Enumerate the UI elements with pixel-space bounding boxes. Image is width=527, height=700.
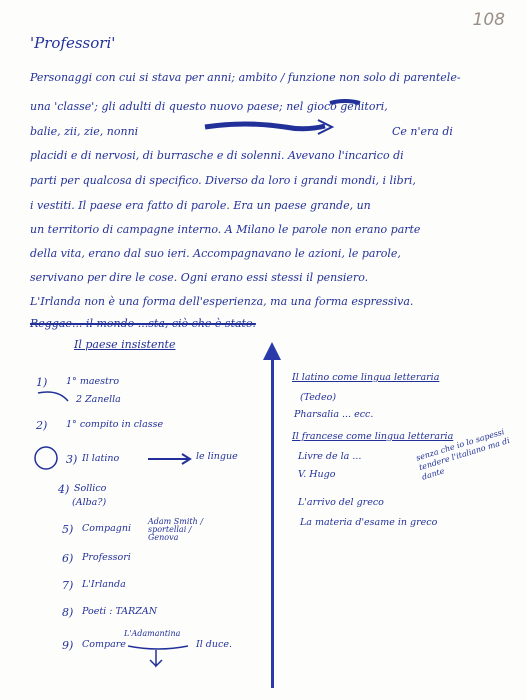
list-item-text: 1° maestro: [66, 376, 120, 387]
list-connector: [38, 392, 68, 401]
brace-mark: [128, 646, 188, 649]
list-item-sub: Il duce.: [196, 639, 232, 650]
paragraph-line: una 'classe'; gli adulti di questo nuovo paese; nel gioco genitori,: [30, 100, 388, 113]
list-heading: Il paese insistente: [74, 338, 176, 351]
list-item-sub: Adam Smith / sportellai / Genova: [148, 517, 204, 542]
list-item-number: 1): [36, 376, 48, 389]
right-heading: Il latino come lingua letteraria: [292, 372, 440, 383]
list-item-text: Compagni: [82, 523, 131, 534]
page-title: 'Professori': [30, 34, 116, 52]
list-item-text: Poeti : TARZAN: [82, 606, 158, 617]
paragraph-line: parti per qualcosa di specifico. Diverso da loro i grandi mondi, i libri,: [30, 174, 416, 187]
list-item-number: 2): [36, 419, 48, 432]
margin-note: senza che io lo sapessi tendere l'italiano ma di dante: [415, 427, 511, 482]
scribble-strike: [330, 101, 360, 103]
list-item-note: L'Adamantina: [124, 629, 181, 638]
page-number: 108: [472, 10, 505, 30]
list-item-text: Professori: [82, 552, 131, 563]
paragraph-line: un territorio di campagne interno. A Milano le parole non erano parte: [30, 223, 421, 236]
struck-out-line: Reggae... il mondo ...sta, ciò che è stato.: [30, 317, 256, 330]
right-line: Pharsalia ... ecc.: [294, 409, 374, 420]
right-line: (Tedeo): [300, 392, 337, 403]
paragraph-line: servivano per dire le cose. Ogni erano essi stessi il pensiero.: [30, 271, 369, 284]
paragraph-line: della vita, erano dal suo ieri. Accompagnavano le azioni, le parole,: [30, 247, 401, 260]
circled-mark-icon: [35, 447, 57, 469]
list-item-number: 8): [62, 606, 74, 619]
list-item-text: Compare: [82, 639, 126, 650]
list-item-number: 4): [58, 483, 70, 496]
list-item-text: Il latino: [82, 453, 120, 464]
list-item-text: 1° compito in classe: [66, 419, 164, 430]
right-heading: L'arrivo del greco: [298, 497, 384, 508]
vertical-arrow-shaft: [271, 348, 274, 688]
paragraph-line: placidi e di nervosi, di burrasche e di solenni. Avevano l'incarico di: [30, 149, 404, 162]
paragraph-line: Personaggi con cui si stava per anni; ambito / funzione non solo di parentele-: [30, 71, 461, 84]
list-item-sub: 2 Zanella: [76, 394, 121, 405]
list-item-number: 9): [62, 639, 74, 652]
list-item-text: L'Irlanda: [82, 579, 126, 590]
list-item-number: 3): [66, 453, 78, 466]
paragraph-line: L'Irlanda non è una forma dell'esperienza, ma una forma espressiva.: [30, 295, 414, 308]
paragraph-line: i vestiti. Il paese era fatto di parole. Era un paese grande, un: [30, 199, 371, 212]
right-heading: Il francese come lingua letteraria: [292, 431, 454, 442]
scribble-strike: [205, 124, 325, 129]
list-item-number: 6): [62, 552, 74, 565]
right-line: La materia d'esame in greco: [300, 517, 438, 528]
list-item-text: Sollico: [74, 483, 107, 494]
list-item-sub: le lingue: [196, 451, 238, 462]
paragraph-line: balie, zii, zie, nonni: [30, 125, 139, 138]
list-item-sub: (Alba?): [72, 497, 107, 508]
list-item-number: 5): [62, 523, 74, 536]
list-item-number: 7): [62, 579, 74, 592]
right-line: V. Hugo: [298, 469, 336, 480]
paragraph-line: Ce n'era di: [392, 125, 453, 138]
right-line: Livre de la ...: [298, 451, 362, 462]
arrow-down-icon: [150, 650, 162, 666]
